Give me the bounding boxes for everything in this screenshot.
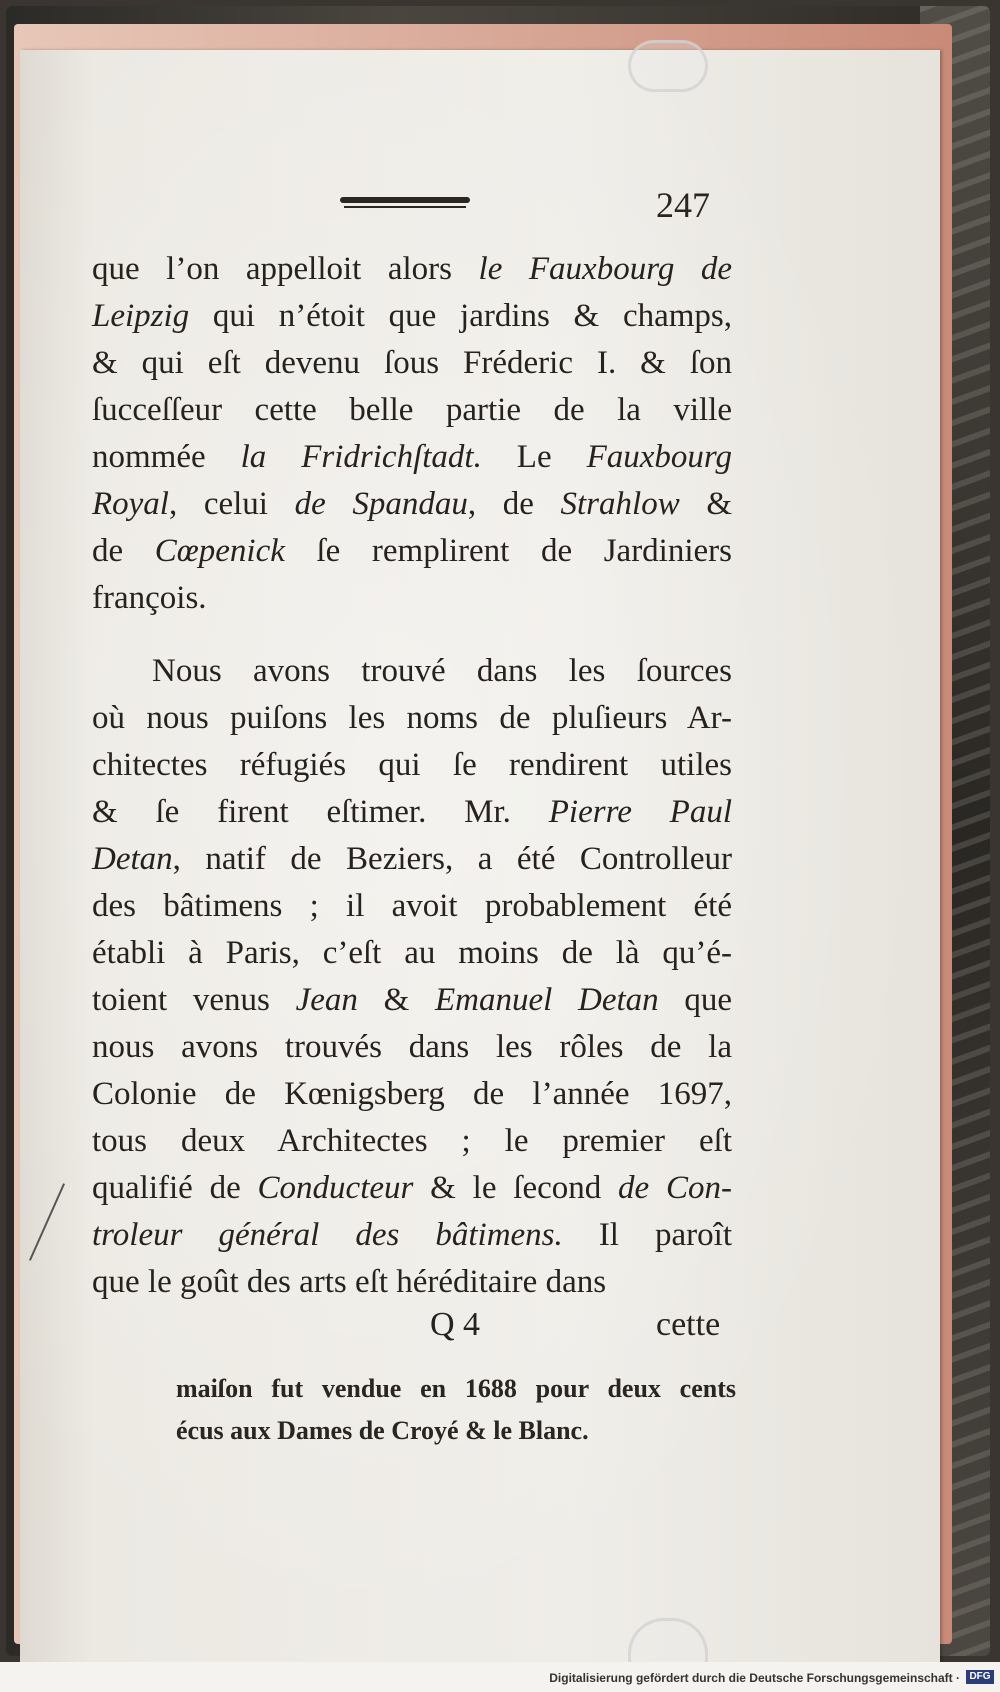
text-line [92,836,732,883]
pencil-mark [29,1183,65,1261]
text-line [92,742,732,789]
text-run: nous avons trouvés dans les rôles de la [92,1029,732,1065]
catchword: cette [656,1306,721,1343]
text-run: & [679,486,733,522]
footer-bar [0,1662,1000,1692]
page-number: 247 [656,185,710,225]
text-line [92,481,732,528]
text-line [92,977,732,1024]
italic-text-run: la Fridrichſtadt. [240,439,482,475]
italic-text-run: Jean [295,982,358,1018]
text-run: tous deux Architectes ; le premier eſt [92,1123,732,1159]
italic-text-run: Emanuel Detan [434,982,659,1018]
italic-text-run: Detan [92,841,173,877]
paragraph-2 [92,648,732,1306]
text-line [92,340,732,387]
text-run: , de [467,486,561,522]
text-run: & qui eſt devenu ſous Fréderic I. & ſon [92,345,732,381]
text-run: , celui [168,486,295,522]
text-line [92,387,732,434]
text-run: de [92,533,155,569]
text-line [92,695,732,742]
text-run: que le goût des arts eſt héréditaire dans [92,1264,607,1300]
italic-text-run: de Spandau [294,486,468,522]
text-line [92,1212,732,1259]
text-line [92,528,732,575]
text-line [92,246,732,293]
italic-text-run: Strahlow [560,486,680,522]
text-run: , natif de Beziers, a été Controlleur [172,841,732,877]
italic-text-run: Leipzig [92,298,190,334]
signature-mark: Q 4 [430,1306,481,1343]
text-line [92,1259,732,1306]
text-run: ſe remplirent de Jardiniers [284,533,732,569]
dfg-credit-text: Digitalisierung gefördert durch die Deutsche Forschungsgemeinschaft · [549,1671,960,1685]
text-run: françois. [92,580,207,616]
text-run: qui n’étoit que jardins & champs, [189,298,732,334]
text-run: nommée [92,439,241,475]
italic-text-run: Royal [92,486,169,522]
italic-text-run: Fauxbourg [586,439,732,475]
book-page [20,50,940,1662]
text-line [92,575,732,622]
text-run: toient venus [92,982,296,1018]
page-holder-clip-bottom [628,1618,708,1662]
text-run: que l’on appelloit alors [92,251,479,287]
text-run: ſucceſſeur cette belle partie de la ville [92,392,732,428]
footnote-line: maiſon fut vendue en 1688 pour deux cents [176,1374,736,1403]
italic-text-run: de Con- [618,1170,732,1206]
text-run: où nous puiſons les noms de pluſieurs Ar- [92,700,732,736]
text-run: & ſe firent eſtimer. Mr. [92,794,549,830]
page-holder-clip-top [628,40,708,92]
footnote [176,1368,736,1452]
text-line [92,293,732,340]
text-run: Le [481,439,587,475]
text-line [92,1024,732,1071]
text-line [92,1118,732,1165]
dfg-logo-icon: DFG [966,1670,994,1684]
text-line [92,434,732,481]
text-run: des bâtimens ; il avoit probablement été [92,888,732,924]
text-line [92,930,732,977]
italic-text-run: Pierre Paul [548,794,733,830]
paragraph-1 [92,246,732,622]
text-run: établi à Paris, c’eſt au moins de là qu’é- [92,935,732,971]
text-run: Colonie de Kœnigsberg de l’année 1697, [92,1076,732,1112]
text-run: chitectes réfugiés qui ſe rendirent utiles [92,747,732,783]
body-text [92,246,732,1306]
text-run: & le ſecond [413,1170,619,1206]
text-line [92,789,732,836]
text-line [92,1165,732,1212]
text-line [92,1071,732,1118]
text-run: Il paroît [562,1217,732,1253]
text-line [92,648,732,695]
text-run: qualifié de [92,1170,258,1206]
text-run: & [357,982,435,1018]
text-line [92,883,732,930]
footnote-line: écus aux Dames de Croyé & le Blanc. [176,1416,589,1445]
header-ornament-rule [340,195,470,211]
italic-text-run: le Fauxbourg de [478,251,732,287]
page-edge-red [14,24,952,1644]
italic-text-run: Conducteur [257,1170,414,1206]
italic-text-run: Cœpenick [154,533,285,569]
italic-text-run: troleur général des bâtimens. [92,1217,563,1253]
text-run: que [658,982,732,1018]
text-run: Nous avons trouvé dans les ſources [152,653,732,689]
